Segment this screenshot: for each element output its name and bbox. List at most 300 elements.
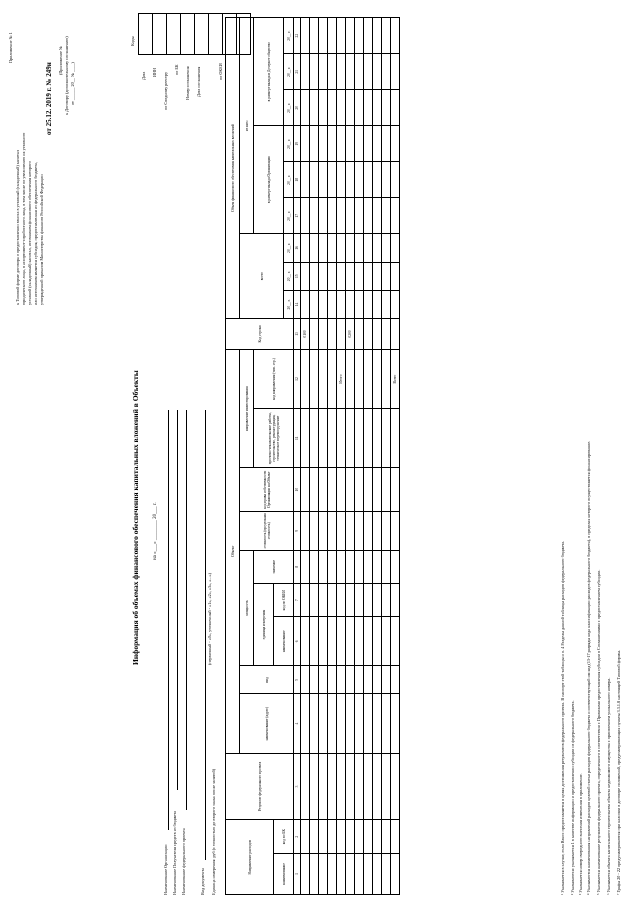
- table-cell[interactable]: [319, 262, 328, 290]
- table-cell[interactable]: [301, 820, 310, 853]
- table-cell[interactable]: [346, 126, 355, 162]
- table-cell[interactable]: [346, 198, 355, 234]
- table-cell[interactable]: [346, 54, 355, 90]
- table-cell[interactable]: [364, 90, 373, 126]
- table-cell[interactable]: [310, 349, 319, 408]
- table-cell[interactable]: [364, 694, 373, 753]
- table-cell[interactable]: [337, 409, 346, 468]
- table-cell[interactable]: [328, 54, 337, 90]
- table-row: [355, 18, 364, 895]
- th-year: 20__ г.: [284, 234, 294, 262]
- table-cell[interactable]: [382, 90, 391, 126]
- table-cell[interactable]: [382, 853, 391, 894]
- table-cell[interactable]: [346, 753, 355, 820]
- table-cell[interactable]: [346, 694, 355, 753]
- table-cell[interactable]: [337, 90, 346, 126]
- table-cell[interactable]: [301, 468, 310, 512]
- table-cell[interactable]: [391, 617, 400, 666]
- table-cell[interactable]: [346, 550, 355, 583]
- table-cell[interactable]: [301, 617, 310, 666]
- table-cell[interactable]: [391, 262, 400, 290]
- table-cell[interactable]: [391, 753, 400, 820]
- table-cell[interactable]: [310, 820, 319, 853]
- table-cell[interactable]: [319, 126, 328, 162]
- table-cell[interactable]: [301, 853, 310, 894]
- table-cell[interactable]: [355, 290, 364, 318]
- th-year: 20__ г.: [284, 198, 294, 234]
- attachment-text: к Договору (дополнительному соглашению): [64, 36, 69, 115]
- table-cell[interactable]: [319, 18, 328, 54]
- colnum: 6: [294, 617, 301, 666]
- table-cell[interactable]: [382, 694, 391, 753]
- table-cell[interactable]: [328, 753, 337, 820]
- table-cell[interactable]: [382, 409, 391, 468]
- table-cell[interactable]: [355, 820, 364, 853]
- table-cell[interactable]: [382, 468, 391, 512]
- table-cell[interactable]: [346, 820, 355, 853]
- table-cell[interactable]: [364, 753, 373, 820]
- table-cell[interactable]: [319, 512, 328, 551]
- table-cell[interactable]: [319, 468, 328, 512]
- table-cell[interactable]: [328, 583, 337, 616]
- table-cell[interactable]: [382, 126, 391, 162]
- table-cell[interactable]: [346, 617, 355, 666]
- table-cell[interactable]: [364, 290, 373, 318]
- table-cell[interactable]: [391, 512, 400, 551]
- table-cell[interactable]: [346, 583, 355, 616]
- th-unit-name: наименование: [274, 617, 294, 666]
- th-incl: из них:: [240, 18, 254, 234]
- table-cell[interactable]: [364, 468, 373, 512]
- th-code: код по БК: [274, 820, 294, 853]
- table-cell[interactable]: [328, 550, 337, 583]
- table-cell[interactable]: [301, 666, 310, 694]
- table-cell[interactable]: [355, 853, 364, 894]
- table-cell[interactable]: [346, 666, 355, 694]
- table-cell[interactable]: [301, 349, 310, 408]
- table-cell[interactable]: [310, 753, 319, 820]
- code-bk-cell[interactable]: [181, 14, 195, 55]
- table-cell[interactable]: [382, 262, 391, 290]
- appendix-text-4: или источником является субсидия, предоставленная из федерального бюджета,: [33, 162, 38, 305]
- table-cell[interactable]: [382, 162, 391, 198]
- table-cell[interactable]: [319, 583, 328, 616]
- table-cell[interactable]: [373, 18, 382, 54]
- table-cell[interactable]: [301, 198, 310, 234]
- table-cell[interactable]: [355, 617, 364, 666]
- table-cell[interactable]: [355, 18, 364, 54]
- table-cell[interactable]: [373, 666, 382, 694]
- table-cell[interactable]: [373, 512, 382, 551]
- table-cell[interactable]: [319, 694, 328, 753]
- table-cell[interactable]: [319, 319, 328, 350]
- appendix-text-1: к Типовой форме договора о предоставлении взноса в уставный (складочный) капитал: [15, 150, 20, 305]
- table-cell[interactable]: [328, 234, 337, 262]
- table-cell[interactable]: [310, 583, 319, 616]
- table-cell[interactable]: [337, 853, 346, 894]
- th-capacity: мощность: [240, 550, 254, 666]
- table-cell[interactable]: [373, 550, 382, 583]
- table-cell[interactable]: [301, 583, 310, 616]
- code-agreement-date-cell[interactable]: [209, 14, 223, 55]
- table-cell[interactable]: [355, 550, 364, 583]
- table-cell[interactable]: [391, 162, 400, 198]
- table-cell[interactable]: [391, 54, 400, 90]
- table-cell[interactable]: [310, 18, 319, 54]
- footnote: ⁶ Указывается объекта капитального строительства объекта недвижимого имущества с присвоением уникального номера.: [606, 677, 611, 895]
- th-year: 20__ г.: [284, 54, 294, 90]
- table-cell[interactable]: [337, 512, 346, 551]
- table-cell[interactable]: [373, 162, 382, 198]
- table-cell[interactable]: [301, 290, 310, 318]
- table-cell[interactable]: [364, 550, 373, 583]
- table-cell[interactable]: [337, 694, 346, 753]
- table-cell[interactable]: [310, 262, 319, 290]
- table-cell[interactable]: [355, 694, 364, 753]
- table-cell[interactable]: [301, 234, 310, 262]
- table-cell[interactable]: [373, 319, 382, 350]
- table-cell[interactable]: [382, 512, 391, 551]
- table-cell[interactable]: [391, 468, 400, 512]
- table-cell[interactable]: [382, 583, 391, 616]
- table-cell[interactable]: [310, 853, 319, 894]
- colnum: 15: [294, 262, 301, 290]
- table-cell[interactable]: [319, 290, 328, 318]
- field-project-label: Наименование федерального проекта: [181, 828, 186, 895]
- table-cell[interactable]: [373, 409, 382, 468]
- table-cell[interactable]: [319, 753, 328, 820]
- table-cell[interactable]: [328, 262, 337, 290]
- th-unit: единица измерения: [254, 583, 274, 665]
- table-cell[interactable]: [382, 234, 391, 262]
- th-year: 20__ г.: [284, 126, 294, 162]
- table-cell[interactable]: [310, 54, 319, 90]
- table-cell[interactable]: [364, 126, 373, 162]
- table-cell[interactable]: [319, 820, 328, 853]
- table-cell[interactable]: [328, 853, 337, 894]
- table-cell[interactable]: [319, 853, 328, 894]
- table-cell[interactable]: [301, 162, 310, 198]
- data-rows: [301, 18, 400, 895]
- field-grbs-label: Наименование Получателя средств из бюджета: [172, 810, 177, 895]
- label-agreement-number: Номер соглашения: [185, 66, 190, 100]
- table-cell[interactable]: [391, 90, 400, 126]
- table-cell[interactable]: [346, 468, 355, 512]
- table-cell[interactable]: [337, 54, 346, 90]
- table-cell[interactable]: [310, 512, 319, 551]
- table-cell[interactable]: [310, 126, 319, 162]
- table-cell[interactable]: [319, 162, 328, 198]
- table-cell[interactable]: [346, 90, 355, 126]
- table-cell[interactable]: [328, 162, 337, 198]
- table-cell[interactable]: [310, 666, 319, 694]
- table-cell[interactable]: [364, 666, 373, 694]
- table-cell[interactable]: [391, 18, 400, 54]
- table-cell[interactable]: [310, 550, 319, 583]
- table-cell[interactable]: [391, 198, 400, 234]
- table-cell[interactable]: [391, 319, 400, 350]
- table-cell[interactable]: [328, 126, 337, 162]
- table-cell[interactable]: [391, 694, 400, 753]
- table-cell[interactable]: [382, 54, 391, 90]
- label-bk: по БК: [174, 64, 179, 75]
- th-schedule-b: код направления (тип. стр.): [254, 349, 294, 408]
- table-cell[interactable]: [382, 666, 391, 694]
- table-cell[interactable]: [319, 90, 328, 126]
- table-cell[interactable]: [373, 753, 382, 820]
- table-cell[interactable]: [364, 234, 373, 262]
- table-cell[interactable]: [364, 198, 373, 234]
- table-cell[interactable]: [391, 820, 400, 853]
- th-value: значение: [254, 550, 294, 583]
- table-cell[interactable]: [391, 126, 400, 162]
- table-cell[interactable]: [319, 666, 328, 694]
- table-cell[interactable]: [337, 550, 346, 583]
- th-year: 20__ г.: [284, 90, 294, 126]
- table-cell[interactable]: [373, 262, 382, 290]
- table-cell[interactable]: [391, 234, 400, 262]
- table-row: [391, 18, 400, 895]
- field-doctype-label: Вид документа: [200, 868, 205, 895]
- table-cell[interactable]: [319, 54, 328, 90]
- table-cell[interactable]: [301, 126, 310, 162]
- vsego-label: Всего: [391, 349, 400, 408]
- table-cell[interactable]: [337, 753, 346, 820]
- table-cell[interactable]: [319, 198, 328, 234]
- table-row: [310, 18, 319, 895]
- table-cell[interactable]: [391, 853, 400, 894]
- table-cell[interactable]: [364, 262, 373, 290]
- table-cell[interactable]: [328, 512, 337, 551]
- table-cell[interactable]: [301, 90, 310, 126]
- table-cell[interactable]: [355, 262, 364, 290]
- table-row: [301, 18, 310, 895]
- table-cell[interactable]: [364, 162, 373, 198]
- table-cell[interactable]: [310, 409, 319, 468]
- table-cell[interactable]: [355, 234, 364, 262]
- table-cell[interactable]: [310, 90, 319, 126]
- table-cell[interactable]: [337, 126, 346, 162]
- colnum: 16: [294, 234, 301, 262]
- table-cell[interactable]: [382, 617, 391, 666]
- table-cell[interactable]: [364, 54, 373, 90]
- label-date: Дата: [141, 71, 146, 80]
- table-cell[interactable]: [373, 349, 382, 408]
- table-cell[interactable]: [373, 234, 382, 262]
- table-cell[interactable]: [337, 319, 346, 350]
- table-cell[interactable]: [319, 349, 328, 408]
- table-cell[interactable]: [364, 853, 373, 894]
- th-result: Результат федерального проекта: [226, 753, 294, 820]
- label-okei: по ОКЕИ: [218, 63, 223, 80]
- table-cell[interactable]: [373, 54, 382, 90]
- table-cell[interactable]: [337, 262, 346, 290]
- table-cell[interactable]: [310, 468, 319, 512]
- table-cell[interactable]: [364, 820, 373, 853]
- th-cost: стоимость (предельная стоимость): [240, 512, 294, 551]
- th-unit-okei: код по ОКЕИ: [274, 583, 294, 616]
- table-cell[interactable]: [355, 198, 364, 234]
- table-cell[interactable]: [364, 512, 373, 551]
- table-cell[interactable]: [373, 468, 382, 512]
- table-cell[interactable]: [328, 694, 337, 753]
- table-cell[interactable]: [364, 617, 373, 666]
- table-cell[interactable]: [337, 666, 346, 694]
- th-year: 20__ г.: [284, 18, 294, 54]
- table-cell[interactable]: [373, 617, 382, 666]
- table-cell[interactable]: [355, 409, 364, 468]
- table-cell[interactable]: [346, 162, 355, 198]
- table-cell[interactable]: [319, 550, 328, 583]
- table-cell[interactable]: [319, 409, 328, 468]
- table-cell[interactable]: [337, 290, 346, 318]
- table-cell[interactable]: [355, 54, 364, 90]
- table-cell[interactable]: [337, 583, 346, 616]
- table-cell[interactable]: [328, 617, 337, 666]
- table-cell[interactable]: [355, 666, 364, 694]
- table-cell[interactable]: [373, 90, 382, 126]
- colnum: 17: [294, 198, 301, 234]
- table-cell[interactable]: [364, 583, 373, 616]
- table-cell[interactable]: [328, 409, 337, 468]
- th-obj-name: наименование (адрес): [240, 694, 294, 753]
- table-cell[interactable]: [310, 162, 319, 198]
- field-unit-label: Единица измерения: руб (с точностью до второго знака после запятой): [211, 768, 216, 895]
- table-cell[interactable]: [373, 290, 382, 318]
- table-cell[interactable]: [337, 162, 346, 198]
- table-cell[interactable]: [382, 349, 391, 408]
- table-cell[interactable]: [391, 550, 400, 583]
- table-cell[interactable]: [355, 753, 364, 820]
- table-cell[interactable]: [346, 290, 355, 318]
- table-cell[interactable]: [373, 853, 382, 894]
- table-cell[interactable]: [328, 90, 337, 126]
- table-cell[interactable]: [364, 349, 373, 408]
- date-line: на «___» ________ 20___ г.: [153, 502, 158, 560]
- table-cell[interactable]: [328, 820, 337, 853]
- table-cell[interactable]: [328, 290, 337, 318]
- table-cell[interactable]: [382, 198, 391, 234]
- table-cell[interactable]: [355, 126, 364, 162]
- table-cell[interactable]: [346, 512, 355, 551]
- table-cell[interactable]: [382, 18, 391, 54]
- table-cell[interactable]: [337, 820, 346, 853]
- table-cell[interactable]: [328, 666, 337, 694]
- table-cell[interactable]: [310, 319, 319, 350]
- colnum: 21: [294, 54, 301, 90]
- table-cell[interactable]: [301, 512, 310, 551]
- table-cell[interactable]: [355, 583, 364, 616]
- table-cell[interactable]: [337, 18, 346, 54]
- th-year: 20__ г.: [284, 290, 294, 318]
- colnum: 9: [294, 512, 301, 551]
- table-cell[interactable]: [337, 198, 346, 234]
- table-cell[interactable]: [346, 262, 355, 290]
- table-cell[interactable]: [382, 550, 391, 583]
- table-cell[interactable]: [364, 18, 373, 54]
- table-cell[interactable]: [391, 666, 400, 694]
- code-registry-cell[interactable]: [167, 14, 181, 55]
- code-agreement-number-cell[interactable]: [195, 14, 209, 55]
- code-date-cell[interactable]: [139, 14, 153, 55]
- table-cell[interactable]: [355, 162, 364, 198]
- th-purpose: Направление расходов: [226, 820, 274, 895]
- table-cell[interactable]: [328, 198, 337, 234]
- table-cell[interactable]: [373, 820, 382, 853]
- table-cell[interactable]: [391, 583, 400, 616]
- table-cell[interactable]: [382, 290, 391, 318]
- table-cell[interactable]: [391, 290, 400, 318]
- code-inn-cell[interactable]: [153, 14, 167, 55]
- table-cell[interactable]: [346, 18, 355, 54]
- table-cell[interactable]: [301, 550, 310, 583]
- table-cell[interactable]: 0100: [301, 319, 310, 350]
- table-cell[interactable]: [301, 18, 310, 54]
- footnote: ³ Указывается номер очередного внесения изменения в приложение.: [578, 773, 583, 895]
- table-cell[interactable]: [310, 694, 319, 753]
- table-cell[interactable]: [301, 694, 310, 753]
- table-cell[interactable]: [346, 853, 355, 894]
- label-registry: по Сводному реестру: [163, 71, 168, 110]
- appendix-number: Приложение № 1: [8, 32, 13, 63]
- table-cell[interactable]: [337, 234, 346, 262]
- th-capital: в размере вклада в Дочернее общество: [254, 18, 284, 126]
- colnum: 2: [294, 820, 301, 853]
- attachment-from: от ______ 20__ № ____): [70, 62, 75, 105]
- table-cell[interactable]: [382, 820, 391, 853]
- table-cell[interactable]: [310, 290, 319, 318]
- table-cell[interactable]: [337, 617, 346, 666]
- table-cell[interactable]: [346, 234, 355, 262]
- table-cell[interactable]: [346, 409, 355, 468]
- table-cell[interactable]: [328, 319, 337, 350]
- table-cell[interactable]: [373, 198, 382, 234]
- table-cell[interactable]: [328, 349, 337, 408]
- table-cell[interactable]: [373, 583, 382, 616]
- table-cell[interactable]: [346, 349, 355, 408]
- table-cell[interactable]: [364, 319, 373, 350]
- colnum: 5: [294, 666, 301, 694]
- table-cell[interactable]: [310, 234, 319, 262]
- table-cell[interactable]: [355, 319, 364, 350]
- table-cell[interactable]: [310, 198, 319, 234]
- table-cell[interactable]: [364, 409, 373, 468]
- table-cell[interactable]: [301, 54, 310, 90]
- table-cell[interactable]: 0200: [346, 319, 355, 350]
- table-cell[interactable]: [373, 694, 382, 753]
- table-cell[interactable]: [319, 234, 328, 262]
- table-cell[interactable]: [328, 468, 337, 512]
- table-cell[interactable]: [301, 262, 310, 290]
- table-cell[interactable]: [355, 90, 364, 126]
- table-cell[interactable]: [355, 349, 364, 408]
- table-cell[interactable]: [355, 468, 364, 512]
- table-cell[interactable]: [328, 18, 337, 54]
- column-numbers-row: [294, 18, 301, 895]
- table-cell[interactable]: [391, 409, 400, 468]
- table-cell[interactable]: [382, 753, 391, 820]
- table-cell[interactable]: [301, 753, 310, 820]
- table-cell[interactable]: [319, 617, 328, 666]
- colnum: 4: [294, 694, 301, 753]
- table-cell[interactable]: [301, 409, 310, 468]
- table-cell[interactable]: [382, 319, 391, 350]
- table-cell[interactable]: [373, 126, 382, 162]
- table-cell[interactable]: [337, 468, 346, 512]
- table-cell[interactable]: [310, 617, 319, 666]
- table-cell[interactable]: [355, 512, 364, 551]
- th-kind: вид: [240, 666, 294, 694]
